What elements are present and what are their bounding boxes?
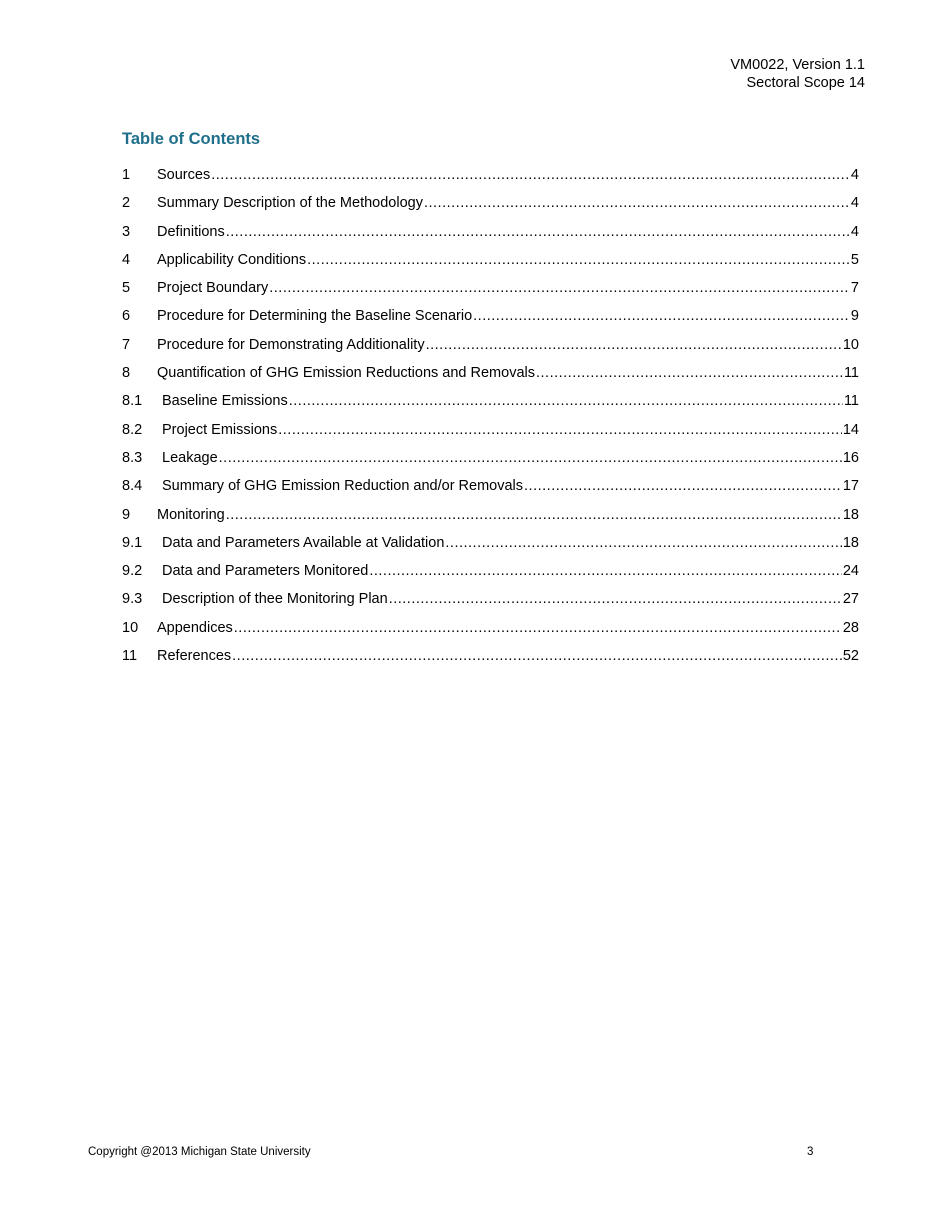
toc-entry[interactable] [122,420,859,448]
toc-entry[interactable] [122,250,859,278]
toc-entry-page[interactable]: 4 [850,195,859,212]
toc-entry-title[interactable]: Description of thee Monitoring Plan [162,591,388,608]
footer-copyright: Copyright @2013 Michigan State University [88,1146,311,1158]
toc-dot-leader [219,448,842,468]
toc-entry-number: 7 [122,336,131,353]
toc-entry-page[interactable]: 7 [850,280,859,297]
toc-entry[interactable] [122,165,859,193]
toc-dot-leader [278,420,842,440]
toc-entry[interactable] [122,363,859,391]
toc-entry-number: 8.4 [122,478,143,495]
toc-entry[interactable] [122,222,859,250]
toc-dot-leader [226,222,850,242]
footer-page-number: 3 [807,1146,814,1158]
table-of-contents [122,165,859,674]
toc-entry-number: 3 [122,223,131,240]
toc-entry[interactable] [122,278,859,306]
toc-entry-page[interactable]: 14 [842,421,859,438]
toc-dot-leader [289,391,843,411]
toc-entry-page[interactable]: 24 [842,563,859,580]
toc-entry-number: 4 [122,251,131,268]
toc-entry-number: 8 [122,365,131,382]
toc-entry-page[interactable]: 4 [850,167,859,183]
toc-entry-title[interactable]: Definitions [157,223,225,240]
toc-entry-number: 6 [122,308,131,325]
toc-entry-number: 9.1 [122,534,143,551]
toc-entry-page[interactable]: 11 [843,393,859,410]
toc-entry[interactable] [122,589,859,617]
toc-entry-page[interactable]: 16 [842,449,859,466]
toc-entry-page[interactable]: 17 [842,478,859,495]
toc-entry-title[interactable]: Procedure for Demonstrating Additionality [157,336,425,353]
toc-dot-leader [232,646,842,666]
toc-entry[interactable] [122,193,859,221]
toc-title: Table of Contents [122,130,261,148]
toc-entry-title[interactable]: Summary of GHG Emission Reduction and/or Removals [162,478,524,495]
toc-entry-number: 9 [122,506,131,523]
toc-entry-number: 8.2 [122,421,143,438]
toc-entry-page[interactable]: 10 [842,336,859,353]
toc-entry-title[interactable]: Leakage [162,449,218,466]
toc-entry-title[interactable]: Procedure for Determining the Baseline Scenario [157,308,473,325]
toc-dot-leader [307,250,850,270]
toc-entry-title[interactable]: Quantification of GHG Emission Reductions and Removals [157,365,535,382]
toc-entry-title[interactable]: Project Emissions [162,421,278,438]
toc-entry-page[interactable]: 9 [850,308,859,325]
toc-entry-page[interactable]: 4 [850,223,859,240]
toc-entry-page[interactable]: 52 [842,648,859,665]
toc-dot-leader [426,335,842,355]
toc-entry-title[interactable]: Sources [157,167,211,183]
toc-dot-leader [269,278,850,298]
toc-entry-title[interactable]: Baseline Emissions [162,393,288,410]
toc-entry[interactable] [122,476,859,504]
toc-entry-number: 2 [122,195,131,212]
toc-entry-number: 9.2 [122,563,143,580]
toc-entry-page[interactable]: 11 [843,365,859,382]
toc-entry-page[interactable]: 28 [842,619,859,636]
toc-entry-number: 8.3 [122,449,143,466]
toc-entry-title[interactable]: References [157,648,232,665]
toc-dot-leader [211,165,850,185]
toc-entry-page[interactable]: 27 [842,591,859,608]
toc-entry-title[interactable]: Data and Parameters Monitored [162,563,369,580]
toc-entry[interactable] [122,448,859,476]
toc-entry-number: 9.3 [122,591,143,608]
toc-dot-leader [389,589,842,609]
toc-entry-number: 1 [122,167,131,183]
toc-entry[interactable] [122,646,859,674]
toc-entry[interactable] [122,618,859,646]
toc-entry-number: 5 [122,280,131,297]
toc-entry-title[interactable]: Applicability Conditions [157,251,307,268]
toc-entry-number: 10 [122,619,139,636]
toc-dot-leader [226,505,842,525]
toc-entry-title[interactable]: Data and Parameters Available at Validation [162,534,445,551]
toc-dot-leader [234,618,842,638]
toc-entry[interactable] [122,561,859,589]
toc-entry-number: 8.1 [122,393,143,410]
toc-dot-leader [445,533,841,553]
toc-entry-page[interactable]: 5 [850,251,859,268]
toc-entry-page[interactable]: 18 [842,534,859,551]
toc-entry-title[interactable]: Summary Description of the Methodology [157,195,423,212]
toc-dot-leader [369,561,842,581]
toc-entry[interactable] [122,391,859,419]
toc-entry-page[interactable]: 18 [842,506,859,523]
toc-dot-leader [473,306,850,326]
header-sectoral-scope: Sectoral Scope 14 [746,75,865,91]
toc-dot-leader [524,476,842,496]
toc-dot-leader [536,363,843,383]
toc-entry[interactable] [122,335,859,363]
toc-entry-title[interactable]: Monitoring [157,506,225,523]
toc-dot-leader [424,193,850,213]
document-header [730,56,865,92]
toc-entry-number: 11 [122,648,138,665]
toc-entry-title[interactable]: Appendices [157,619,233,636]
header-version: VM0022, Version 1.1 [730,57,865,73]
toc-entry[interactable] [122,306,859,334]
toc-entry[interactable] [122,533,859,561]
toc-entry-title[interactable]: Project Boundary [157,280,269,297]
toc-entry[interactable] [122,505,859,533]
